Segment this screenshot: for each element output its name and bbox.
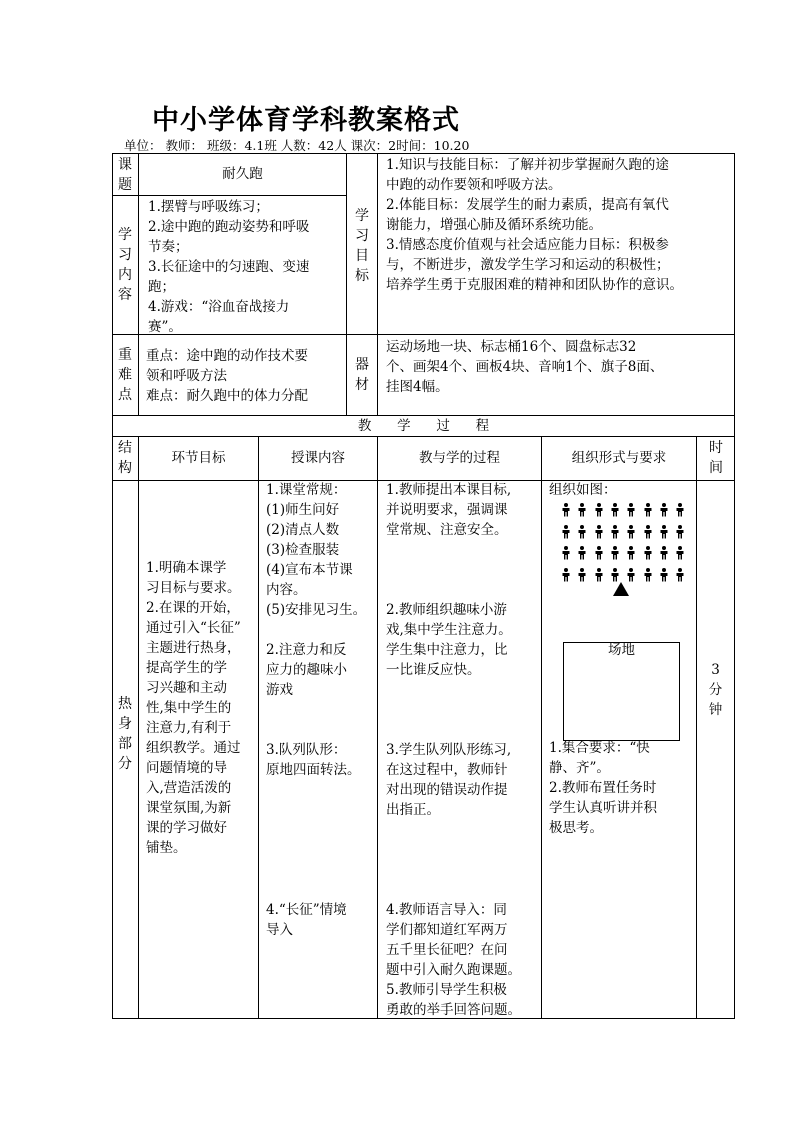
person-icon bbox=[675, 568, 685, 582]
person-icon bbox=[577, 525, 587, 539]
field-label: 场地 bbox=[608, 642, 635, 658]
col-zuzhi: 组织形式与要求 bbox=[571, 450, 667, 466]
process-a: 1.教师提出本课目标, 并说明要求，强调课 堂常规、注意安全。 bbox=[386, 482, 512, 538]
keti-label: 课 题 bbox=[118, 157, 132, 193]
col-shouke: 授课内容 bbox=[291, 450, 345, 466]
person-icon bbox=[675, 503, 685, 517]
person-icon bbox=[594, 568, 604, 582]
process-b: 2.教师组织趣味小游 戏,集中学生注意力。 学生集中注意力，比 一比谁反应快。 bbox=[386, 602, 512, 678]
person-icon bbox=[594, 546, 604, 560]
col-shijian: 时 间 bbox=[709, 440, 723, 476]
learning-goals: 1.知识与技能目标：了解并初步掌握耐久跑的途 中跑的动作要领和呼吸方法。 2.体能目标：发展学生的耐力素质，提高有氧代 谢能力，增强心肺及循环系统功能。 3.情感态度价值观与社会适应能力目标：积极参 与，不断进步，激发学生学习和运动的积极性； 培养学生勇于克服困难的精神和团队协作的意识。 bbox=[386, 157, 683, 293]
org-title: 组织如图： bbox=[549, 482, 617, 498]
person-icon bbox=[577, 503, 587, 517]
person-icon bbox=[675, 546, 685, 560]
person-icon bbox=[561, 525, 571, 539]
process-header: 教 学 过 程 bbox=[357, 418, 490, 434]
person-icon bbox=[643, 546, 653, 560]
mubiao-label: 学 习 目 标 bbox=[355, 208, 369, 284]
person-icon bbox=[626, 525, 636, 539]
content-d: 4.“长征”情境 导入 bbox=[266, 902, 347, 938]
content-c: 3.队列队形： 原地四面转法。 bbox=[266, 742, 361, 778]
process-c: 3.学生队列队形练习, 在这过程中，教师针 对出现的错误动作提 出指正。 bbox=[386, 742, 512, 818]
xuexi-neirong-label: 学 习 内 容 bbox=[118, 227, 132, 303]
person-icon bbox=[626, 546, 636, 560]
time-cell: 3 分 钟 bbox=[708, 662, 723, 718]
learning-content: 1.摆臂与呼吸练习； 2.途中跑的跑动姿势和呼吸 节奏； 3.长征途中的匀速跑、变速 跑； 4.游戏：“浴血奋战接力 赛”。 bbox=[148, 199, 310, 335]
person-icon bbox=[561, 546, 571, 560]
person-icon bbox=[659, 546, 669, 560]
person-icon bbox=[561, 568, 571, 582]
page-title: 中小学体育学科教案格式 bbox=[152, 105, 460, 136]
person-icon bbox=[610, 525, 620, 539]
person-icon bbox=[610, 568, 620, 582]
person-icon bbox=[610, 546, 620, 560]
person-icon bbox=[675, 525, 685, 539]
person-icon bbox=[643, 568, 653, 582]
col-jiaoxue: 教与学的过程 bbox=[419, 450, 500, 466]
process-d: 4.教师语言导入：同 学们都知道红军两万 五千里长征吧？在问 题中引入耐久跑课题。 5.教师引导学生积极 勇敢的举手回答问题。 bbox=[386, 902, 521, 1018]
person-icon bbox=[659, 503, 669, 517]
person-icon bbox=[659, 525, 669, 539]
person-icon bbox=[594, 503, 604, 517]
section-label: 热 身 部 分 bbox=[118, 696, 132, 772]
qicai-label: 器 材 bbox=[355, 357, 369, 393]
equipment: 运动场地一块、标志桶16个、圆盘标志32 个、画架4个、画板4块、音响1个、旗子8面、 挂图4幅。 bbox=[386, 339, 664, 395]
content-a: 1.课堂常规： (1)师生问好 (2)清点人数 (3)检查服装 (4)宣布本节课 内容。 (5)安排见习生。 bbox=[266, 482, 367, 618]
person-icon bbox=[561, 503, 571, 517]
topic: 耐久跑 bbox=[222, 166, 263, 182]
person-icon bbox=[577, 568, 587, 582]
nandian-label: 重 难 点 bbox=[118, 347, 132, 403]
section-goals: 1.明确本课学 习目标与要求。 2.在课的开始， 通过引入“长征” 主题进行热身， 提高学生的学 习兴趣和主动 性,集中学生的 注意力,有利于 组织教学。通过 问题情境的导 入,营造活泼的 课堂氛围,为新 课的学习做好 铺垫。 bbox=[146, 560, 241, 856]
col-huanjie: 环节目标 bbox=[171, 450, 226, 466]
header-meta: 单位： 教师： 班级：4.1班 人数：42人 课次：2时间：10.20 bbox=[124, 138, 470, 153]
content-b: 2.注意力和反 应力的趣味小 游戏 bbox=[266, 642, 347, 698]
person-icon bbox=[594, 525, 604, 539]
col-jiegou: 结 构 bbox=[118, 440, 132, 476]
person-icon bbox=[610, 503, 620, 517]
person-icon bbox=[643, 525, 653, 539]
person-icon bbox=[626, 503, 636, 517]
person-icon bbox=[643, 503, 653, 517]
person-icon bbox=[626, 568, 636, 582]
teacher-triangle-icon bbox=[613, 582, 629, 596]
key-difficult-points: 重点：途中跑的动作技术要 领和呼吸方法 难点：耐久跑中的体力分配 bbox=[146, 348, 308, 404]
person-icon bbox=[659, 568, 669, 582]
org-requirements: 1.集合要求：“快 静、齐”。 2.教师布置任务时 学生认真听讲并积 极思考。 bbox=[549, 740, 657, 836]
person-icon bbox=[577, 546, 587, 560]
